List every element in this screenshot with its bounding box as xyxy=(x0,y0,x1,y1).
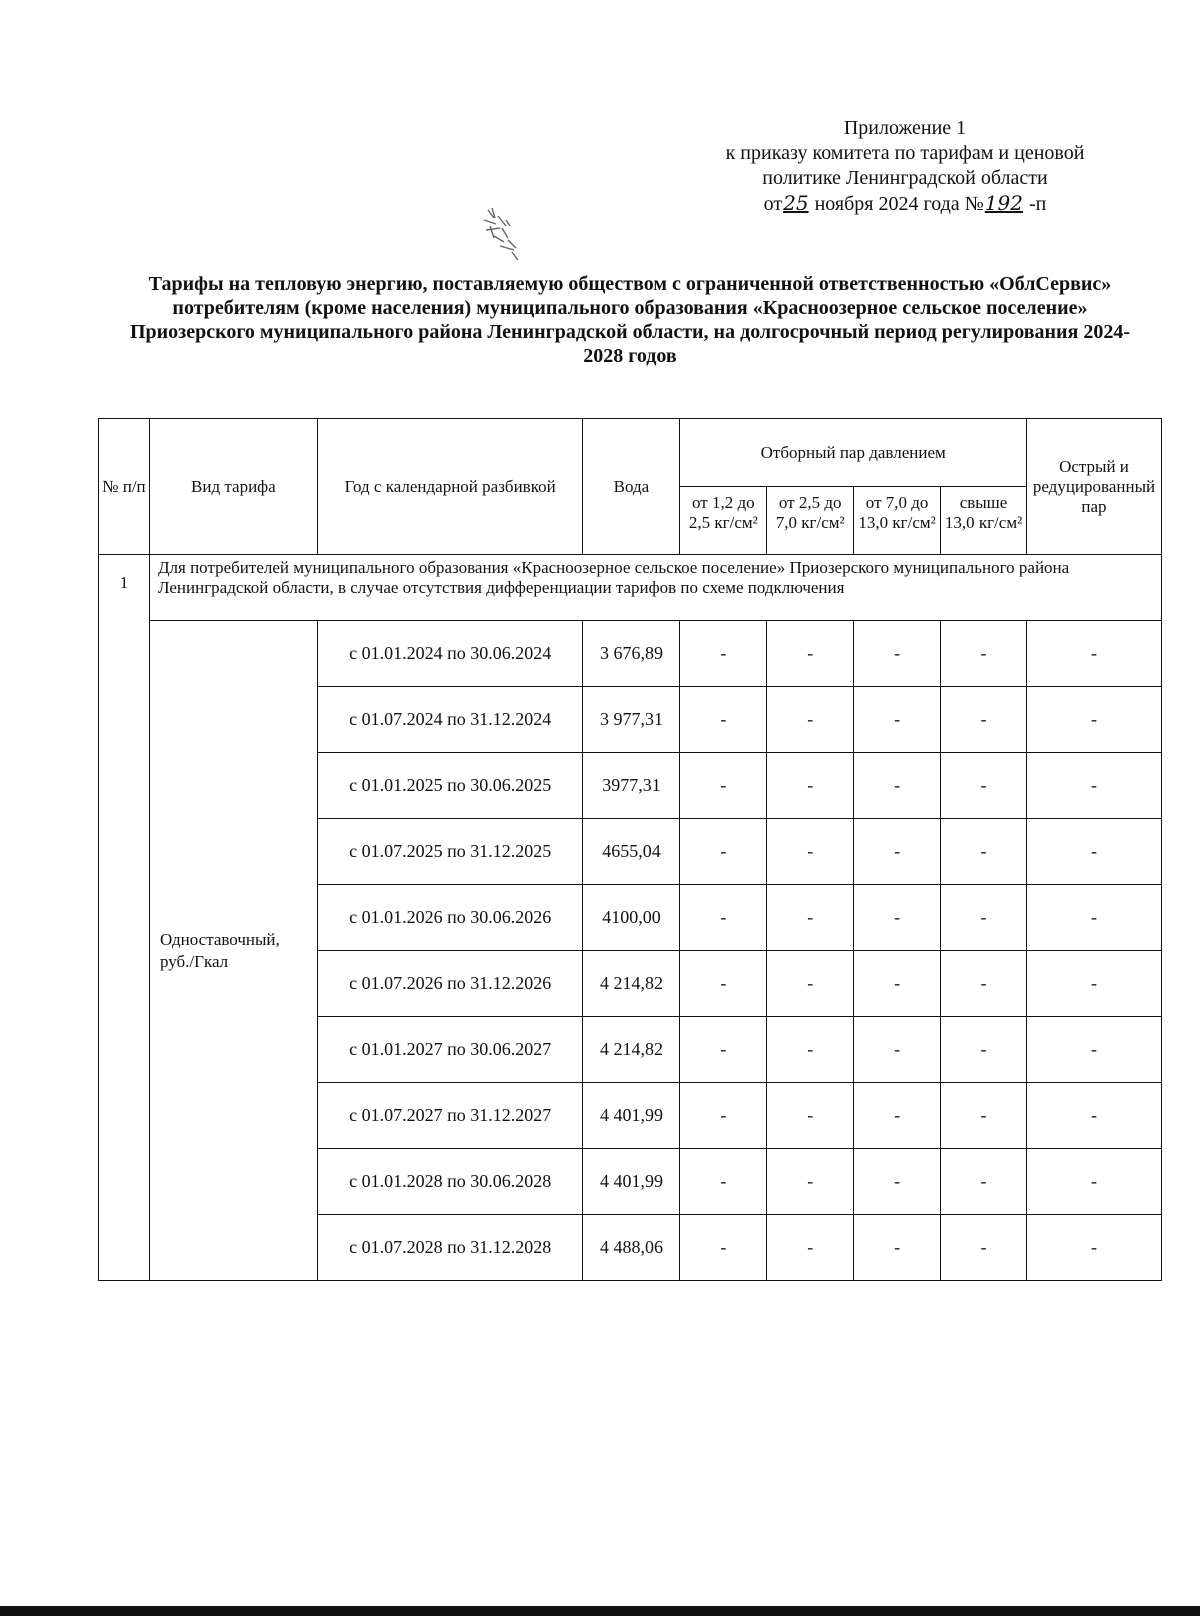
period-cell: с 01.07.2026 по 31.12.2026 xyxy=(317,951,583,1017)
steam-1-cell: - xyxy=(680,1017,767,1083)
steam-4-cell: - xyxy=(941,1149,1027,1215)
steam-3-cell: - xyxy=(854,1215,941,1281)
group-description: Для потребителей муниципального образования «Красноозерное сельское поселение» Приозерского муниципального района Ленинградской области, в случае отсутствия дифференциации тарифов по схеме подключения xyxy=(149,555,1161,621)
steam-4-cell: - xyxy=(941,621,1027,687)
steam-1-cell: - xyxy=(680,621,767,687)
sharp-steam-cell: - xyxy=(1026,951,1161,1017)
sharp-steam-cell: - xyxy=(1026,1149,1161,1215)
steam-1-cell: - xyxy=(680,687,767,753)
table-row xyxy=(99,621,1162,687)
steam-2-cell: - xyxy=(767,753,854,819)
steam-3-cell: - xyxy=(854,687,941,753)
steam-2-cell: - xyxy=(767,1083,854,1149)
steam-2-cell: - xyxy=(767,1149,854,1215)
steam-2-cell: - xyxy=(767,885,854,951)
header-sharp-steam: Острый и редуцированный пар xyxy=(1026,419,1161,555)
steam-1-cell: - xyxy=(680,819,767,885)
sharp-steam-cell: - xyxy=(1026,1215,1161,1281)
date-middle: ноября 2024 года № xyxy=(809,193,984,215)
water-cell: 3 676,89 xyxy=(583,621,680,687)
steam-4-cell: - xyxy=(941,951,1027,1017)
steam-1-cell: - xyxy=(680,951,767,1017)
steam-4-cell: - xyxy=(941,885,1027,951)
steam-4-cell: - xyxy=(941,819,1027,885)
header-water: Вода xyxy=(583,419,680,555)
steam-3-cell: - xyxy=(854,1149,941,1215)
steam-1-cell: - xyxy=(680,1149,767,1215)
table-body xyxy=(99,555,1162,1281)
steam-4-cell: - xyxy=(941,753,1027,819)
steam-4-cell: - xyxy=(941,1083,1027,1149)
steam-1-cell: - xyxy=(680,885,767,951)
steam-2-cell: - xyxy=(767,1017,854,1083)
steam-1-cell: - xyxy=(680,1083,767,1149)
tariff-kind: Одноставочный, руб./Гкал xyxy=(149,621,317,1281)
header-steam-4: свыше 13,0 кг/см² xyxy=(941,487,1027,555)
water-cell: 4 401,99 xyxy=(583,1149,680,1215)
period-cell: с 01.01.2025 по 30.06.2025 xyxy=(317,753,583,819)
water-cell: 3977,31 xyxy=(583,753,680,819)
steam-4-cell: - xyxy=(941,1215,1027,1281)
appendix-header xyxy=(660,116,1150,217)
period-cell: с 01.01.2024 по 30.06.2024 xyxy=(317,621,583,687)
water-cell: 4655,04 xyxy=(583,819,680,885)
steam-2-cell: - xyxy=(767,951,854,1017)
appendix-date-line xyxy=(660,191,1150,217)
period-cell: с 01.07.2025 по 31.12.2025 xyxy=(317,819,583,885)
period-cell: с 01.07.2028 по 31.12.2028 xyxy=(317,1215,583,1281)
header-row-top xyxy=(99,419,1162,487)
header-year: Год с календарной разбивкой xyxy=(317,419,583,555)
water-cell: 4 214,82 xyxy=(583,1017,680,1083)
water-cell: 3 977,31 xyxy=(583,687,680,753)
period-cell: с 01.01.2026 по 30.06.2026 xyxy=(317,885,583,951)
steam-1-cell: - xyxy=(680,753,767,819)
sharp-steam-cell: - xyxy=(1026,687,1161,753)
handwritten-day: 25 xyxy=(783,191,809,215)
period-cell: с 01.01.2027 по 30.06.2027 xyxy=(317,1017,583,1083)
period-cell: с 01.07.2024 по 31.12.2024 xyxy=(317,687,583,753)
sharp-steam-cell: - xyxy=(1026,819,1161,885)
steam-2-cell: - xyxy=(767,687,854,753)
tariff-table xyxy=(98,418,1162,1281)
water-cell: 4 214,82 xyxy=(583,951,680,1017)
steam-2-cell: - xyxy=(767,819,854,885)
header-steam-2: от 2,5 до 7,0 кг/см² xyxy=(767,487,854,555)
sharp-steam-cell: - xyxy=(1026,753,1161,819)
steam-3-cell: - xyxy=(854,951,941,1017)
steam-3-cell: - xyxy=(854,621,941,687)
steam-4-cell: - xyxy=(941,687,1027,753)
header-steam-3: от 7,0 до 13,0 кг/см² xyxy=(854,487,941,555)
period-cell: с 01.07.2027 по 31.12.2027 xyxy=(317,1083,583,1149)
ink-stamp-mark xyxy=(480,206,530,264)
handwritten-order-number: 192 xyxy=(984,191,1023,215)
sharp-steam-cell: - xyxy=(1026,621,1161,687)
date-suffix: -п xyxy=(1023,193,1047,215)
steam-2-cell: - xyxy=(767,621,854,687)
steam-3-cell: - xyxy=(854,753,941,819)
header-steam-group: Отборный пар давлением xyxy=(680,419,1027,487)
sharp-steam-cell: - xyxy=(1026,1083,1161,1149)
header-num: № п/п xyxy=(99,419,150,555)
document-title: Тарифы на тепловую энергию, поставляемую обществом с ограниченной ответственностью «ОблСервис» потребителям (кроме населения) муниципального образования «Красноозерное сельское поселение» Приозерского муниципального района Ленинградской области, на долгосрочный период регулирования 2024-2028 годов xyxy=(129,273,1131,367)
steam-3-cell: - xyxy=(854,819,941,885)
date-prefix: от xyxy=(763,193,783,215)
steam-3-cell: - xyxy=(854,885,941,951)
appendix-title: Приложение 1 xyxy=(843,117,967,139)
header-steam-1: от 1,2 до 2,5 кг/см² xyxy=(680,487,767,555)
sharp-steam-cell: - xyxy=(1026,1017,1161,1083)
group-number: 1 xyxy=(99,555,150,1281)
period-cell: с 01.01.2028 по 30.06.2028 xyxy=(317,1149,583,1215)
header-kind: Вид тарифа xyxy=(149,419,317,555)
steam-2-cell: - xyxy=(767,1215,854,1281)
sharp-steam-cell: - xyxy=(1026,885,1161,951)
steam-4-cell: - xyxy=(941,1017,1027,1083)
appendix-committee: политике Ленинградской области xyxy=(762,167,1048,189)
water-cell: 4100,00 xyxy=(583,885,680,951)
water-cell: 4 401,99 xyxy=(583,1083,680,1149)
group-row xyxy=(99,555,1162,621)
steam-3-cell: - xyxy=(854,1083,941,1149)
steam-1-cell: - xyxy=(680,1215,767,1281)
appendix-order-ref: к приказу комитета по тарифам и ценовой xyxy=(725,142,1085,164)
water-cell: 4 488,06 xyxy=(583,1215,680,1281)
steam-3-cell: - xyxy=(854,1017,941,1083)
scan-edge-bar xyxy=(0,1606,1200,1616)
